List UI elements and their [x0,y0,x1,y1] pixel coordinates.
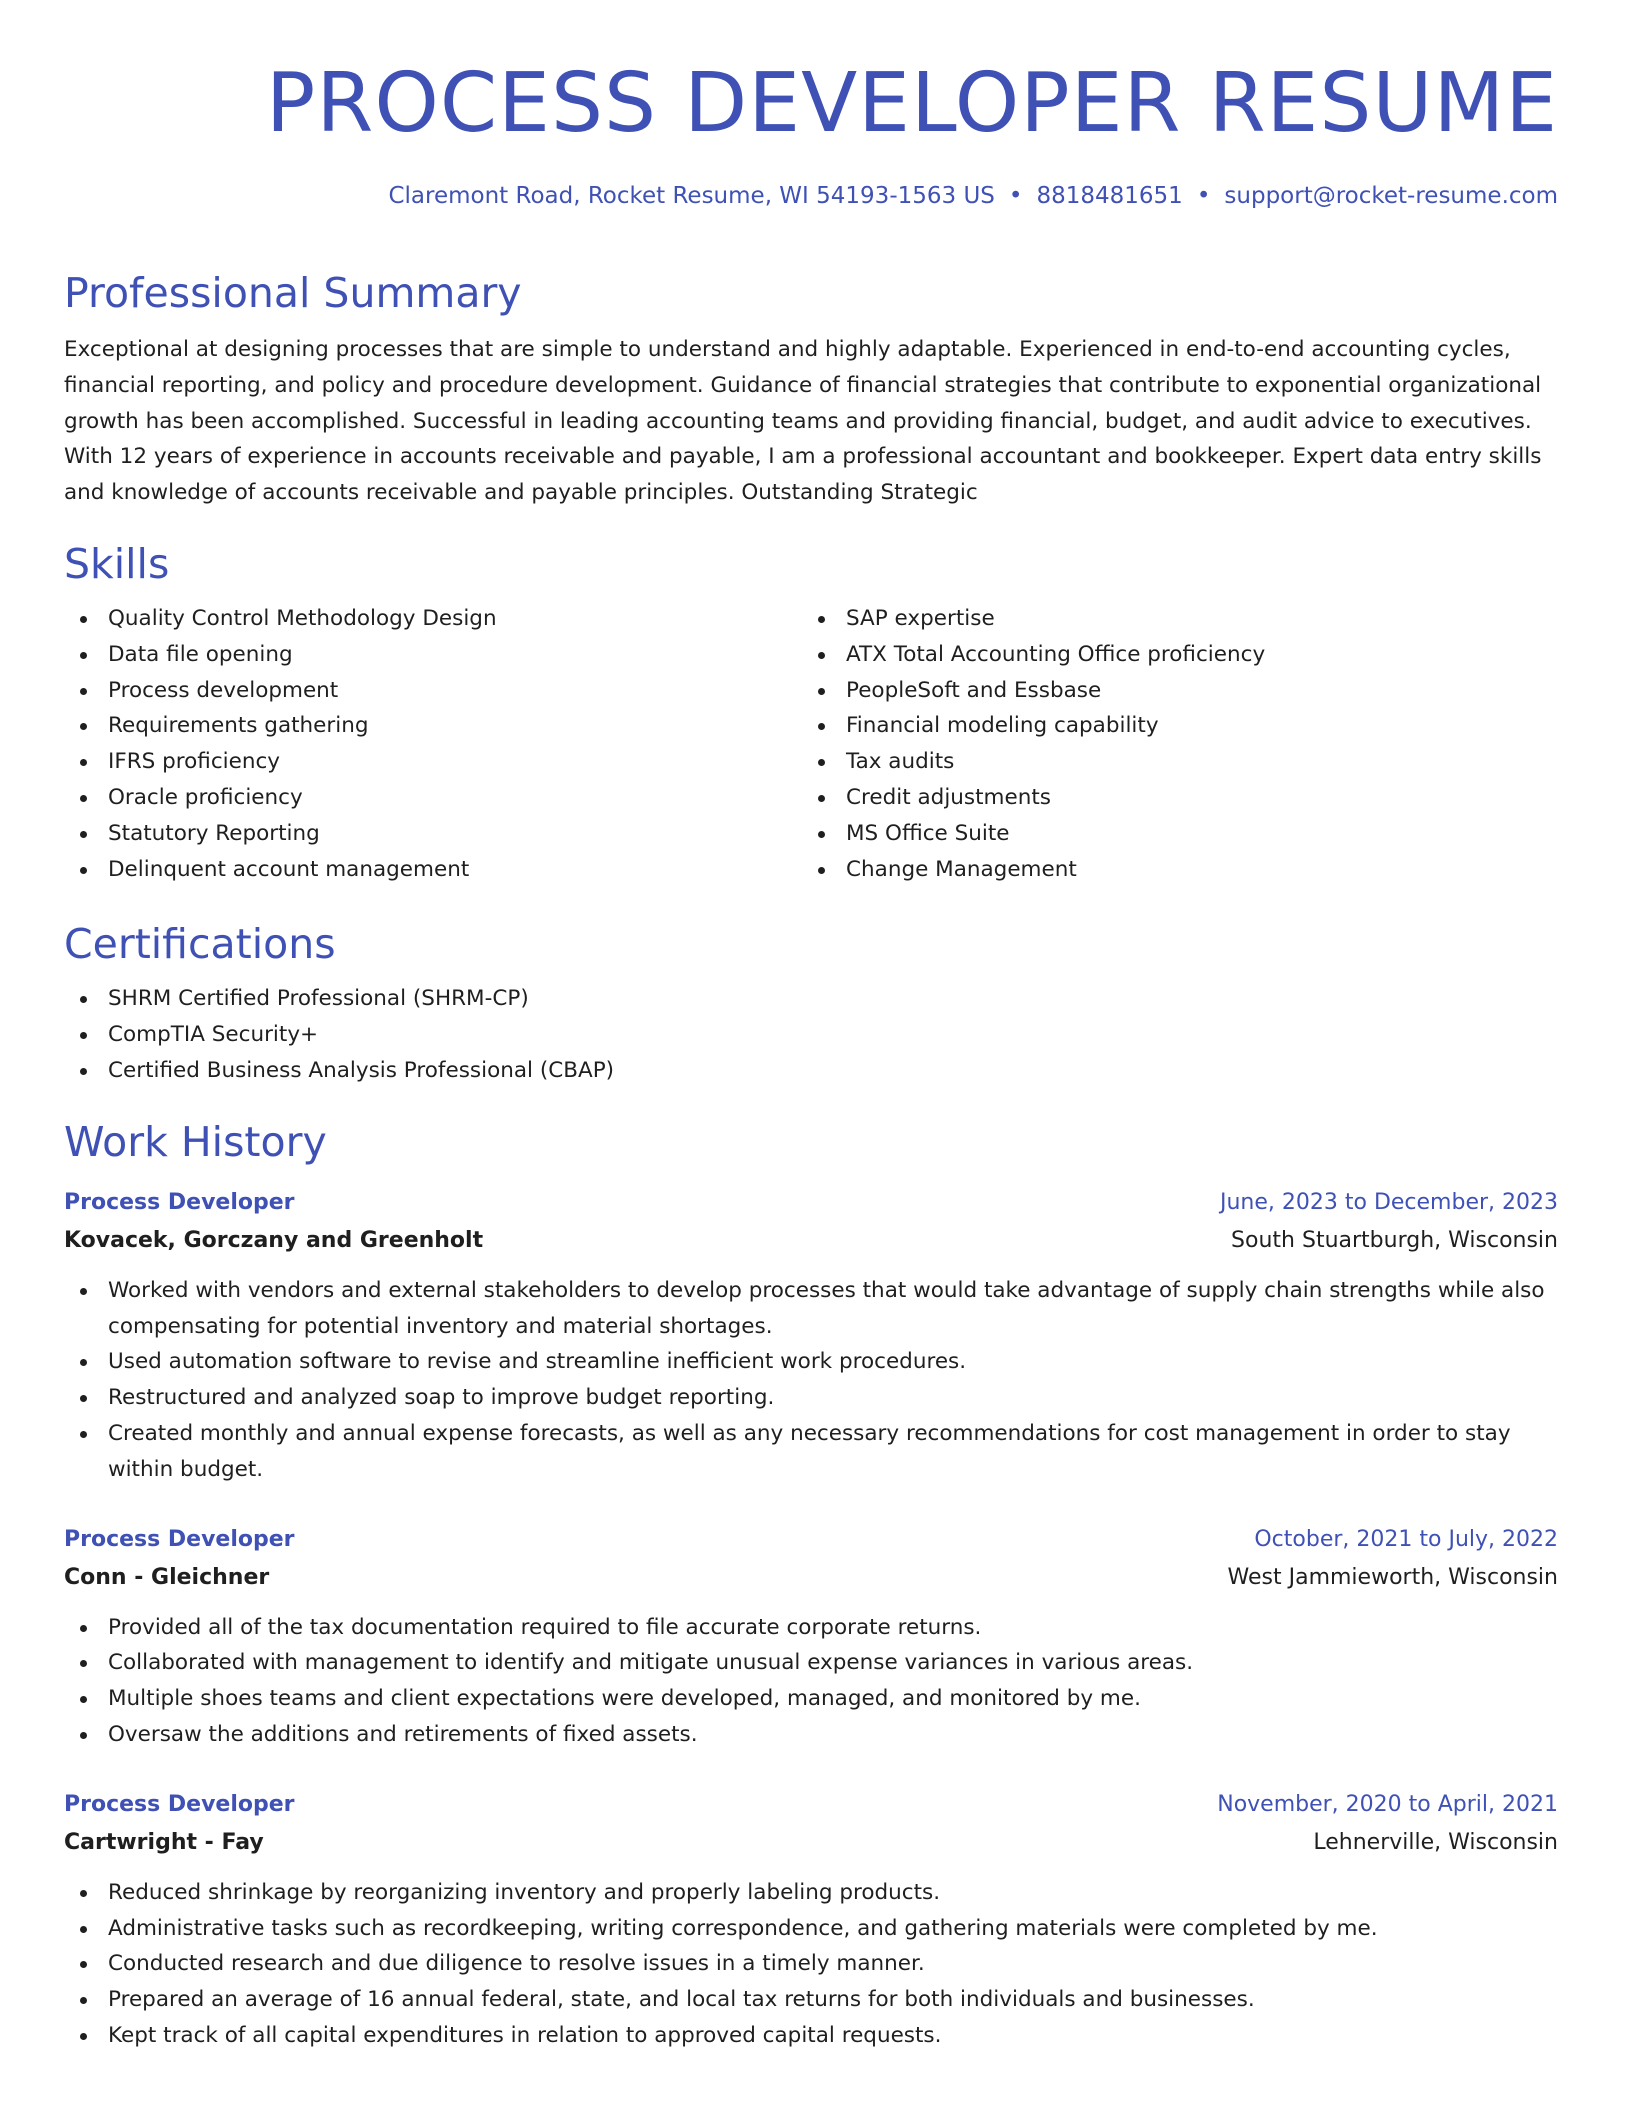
skill-item: Oracle proficiency [64,780,802,816]
section-title-certifications: Certifications [64,920,336,969]
resume-page [64,0,1558,2054]
job-dates: November, 2020 to April, 2021 [1217,1791,1558,1817]
skills-column-2 [802,601,1265,887]
job-bullet: Worked with vendors and external stakeholders to develop processes that would take advantage of supply chain strengths while also compensating for potential inventory and material shortages. [64,1273,1558,1345]
job-employer [64,1221,1558,1261]
skill-item: Quality Control Methodology Design [64,601,802,637]
skill-item: Tax audits [802,744,1265,780]
job-title: Process Developer [64,1189,295,1215]
section-title-skills: Skills [64,539,170,588]
certifications-list [64,981,1558,1088]
job-header [64,1522,1558,1558]
summary-text: Exceptional at designing processes that are simple to understand and highly adaptable. Experienced in end-to-end accounting cycles, financial reporting, and policy and procedure development. Guidance of financial strategies that contribute to exponential organizational growth has been accomplished. Successful in leading accounting teams and providing financial, budget, and audit advice to executives. With 12 years of experience in accounts receivable and payable, I am a professional accountant and bookkeeper. Expert data entry skills and knowledge of accounts receivable and payable principles. Outstanding Strategic [64,337,1542,506]
skill-item: Delinquent account management [64,852,802,888]
job-employer [64,1558,1558,1598]
resume-header [64,0,1558,212]
job-dates: October, 2021 to July, 2022 [1254,1526,1558,1552]
contact-separator: • [1196,183,1211,209]
skill-item: Statutory Reporting [64,816,802,852]
job-entry [64,1185,1558,1488]
skill-item: Requirements gathering [64,708,802,744]
skill-item: Process development [64,673,802,709]
job-bullets [64,1610,1558,1753]
skill-item: PeopleSoft and Essbase [802,673,1265,709]
skill-item: ATX Total Accounting Office proficiency [802,637,1265,673]
skill-item: Financial modeling capability [802,708,1265,744]
certification-item: CompTIA Security+ [64,1017,1558,1053]
job-company: Cartwright - Fay [64,1829,264,1855]
job-employer [64,1823,1558,1863]
job-title: Process Developer [64,1791,295,1817]
job-location: Lehnerville, Wisconsin [1313,1829,1558,1855]
certification-item: Certified Business Analysis Professional (CBAP) [64,1053,1558,1089]
skill-item: Data file opening [64,637,802,673]
contact-email[interactable]: support@rocket-resume.com [1224,183,1558,209]
skill-item: Change Management [802,852,1265,888]
section-title-summary: Professional Summary [64,269,522,317]
job-bullet: Reduced shrinkage by reorganizing inventory and properly labeling products. [64,1875,1558,1911]
job-location: South Stuartburgh, Wisconsin [1231,1227,1558,1253]
job-bullet: Created monthly and annual expense forecasts, as well as any necessary recommendations for cost management in order to stay within budget. [64,1416,1558,1488]
job-header [64,1787,1558,1823]
job-company: Kovacek, Gorczany and Greenholt [64,1227,484,1253]
job-bullet: Provided all of the tax documentation required to file accurate corporate returns. [64,1610,1558,1646]
job-bullet: Conducted research and due diligence to resolve issues in a timely manner. [64,1946,1558,1982]
job-entry [64,1522,1558,1753]
skills-columns [64,601,1558,887]
contact-address: Claremont Road, Rocket Resume, WI 54193-1563 US [388,183,995,209]
job-bullet: Kept track of all capital expenditures in relation to approved capital requests. [64,2018,1558,2054]
job-header [64,1185,1558,1221]
contact-phone: 8818481651 [1036,183,1183,209]
section-title-work-history: Work History [64,1117,327,1166]
skill-item: SAP expertise [802,601,1265,637]
contact-line [64,180,1558,212]
job-bullet: Multiple shoes teams and client expectations were developed, managed, and monitored by me. [64,1681,1558,1717]
job-bullet: Collaborated with management to identify and mitigate unusual expense variances in various areas. [64,1645,1558,1681]
job-title: Process Developer [64,1526,295,1552]
job-bullet: Administrative tasks such as recordkeeping, writing correspondence, and gathering materials were completed by me. [64,1911,1558,1947]
job-bullet: Oversaw the additions and retirements of fixed assets. [64,1717,1558,1753]
skill-item: IFRS proficiency [64,744,802,780]
job-bullets [64,1875,1558,2054]
skill-item: MS Office Suite [802,816,1265,852]
job-entry [64,1787,1558,2054]
job-location: West Jammieworth, Wisconsin [1227,1564,1558,1590]
skill-item: Credit adjustments [802,780,1265,816]
job-bullet: Restructured and analyzed soap to improve budget reporting. [64,1380,1558,1416]
job-company: Conn - Gleichner [64,1564,270,1590]
job-bullet: Used automation software to revise and streamline inefficient work procedures. [64,1344,1558,1380]
job-bullet: Prepared an average of 16 annual federal, state, and local tax returns for both individuals and businesses. [64,1982,1558,2018]
contact-separator: • [1008,183,1023,209]
resume-title: PROCESS DEVELOPER RESUME [265,56,1558,151]
certification-item: SHRM Certified Professional (SHRM-CP) [64,981,1558,1017]
skills-column-1 [64,601,802,887]
job-dates: June, 2023 to December, 2023 [1219,1189,1558,1215]
job-bullets [64,1273,1558,1488]
